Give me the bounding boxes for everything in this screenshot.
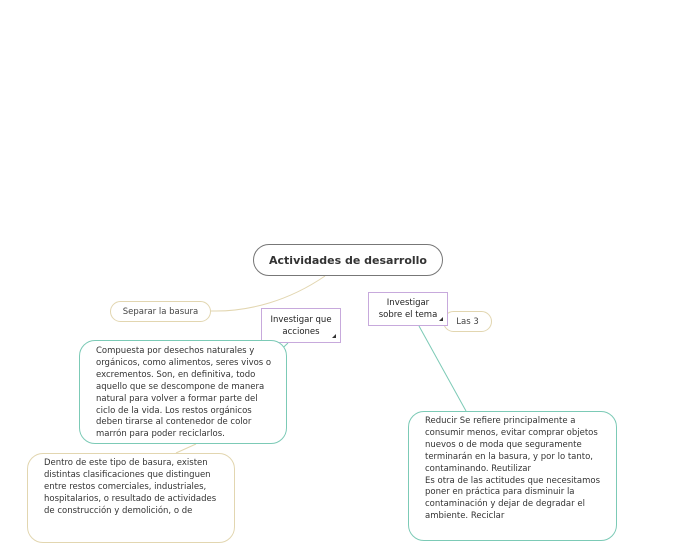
topic-investigar-tema-label: Investigar sobre el tema	[378, 298, 438, 320]
connector-root-separar	[211, 276, 325, 311]
root-topic-label: Actividades de desarrollo	[269, 253, 427, 267]
topic-dentro[interactable]	[27, 453, 235, 543]
topic-dentro-text: Dentro de este tipo de basura, existen distintas clasificaciones que distinguen entre restos comerciales, industriales, hospitalarios, o resultado de actividades de construcción y demolición, o de	[44, 458, 217, 516]
topic-separar-basura-label: Separar la basura	[122, 306, 199, 317]
topic-investigar-acciones[interactable]	[261, 308, 341, 343]
topic-investigar-tema[interactable]	[368, 292, 448, 326]
topic-las-3-label: Las 3	[456, 316, 479, 327]
connector-tema-reducir	[419, 326, 466, 411]
collapse-arrow-icon[interactable]	[332, 334, 336, 338]
topic-las-3[interactable]	[443, 311, 492, 332]
topic-reducir[interactable]	[408, 411, 617, 541]
topic-separar-basura[interactable]	[110, 301, 211, 322]
topic-reducir-text-2: Es otra de las actitudes que necesitamos poner en práctica para disminuir la contaminación y dejar de degradar el ambiente. Reciclar	[425, 475, 600, 522]
topic-compuesta-text: Compuesta por desechos naturales y orgánicos, como alimentos, seres vivos o excrementos. Son, en definitiva, todo aquello que se descompone de manera natural para volver a formar parte del ciclo de la vida. Los restos orgánicos deben tirarse al contenedor de color marrón para poder reciclarlos.	[96, 346, 272, 440]
topic-investigar-acciones-label: Investigar que acciones	[270, 314, 332, 337]
topic-compuesta[interactable]	[79, 340, 287, 444]
topic-reducir-text-1: Reducir Se refiere principalmente a consumir menos, evitar comprar objetos nuevos o de moda que seguramente terminarán en la basura, y por lo tanto, contaminando. Reutilizar	[425, 416, 598, 474]
root-topic[interactable]	[253, 244, 443, 276]
collapse-arrow-icon[interactable]	[439, 317, 443, 321]
connector-compuesta-dentro	[176, 444, 196, 453]
